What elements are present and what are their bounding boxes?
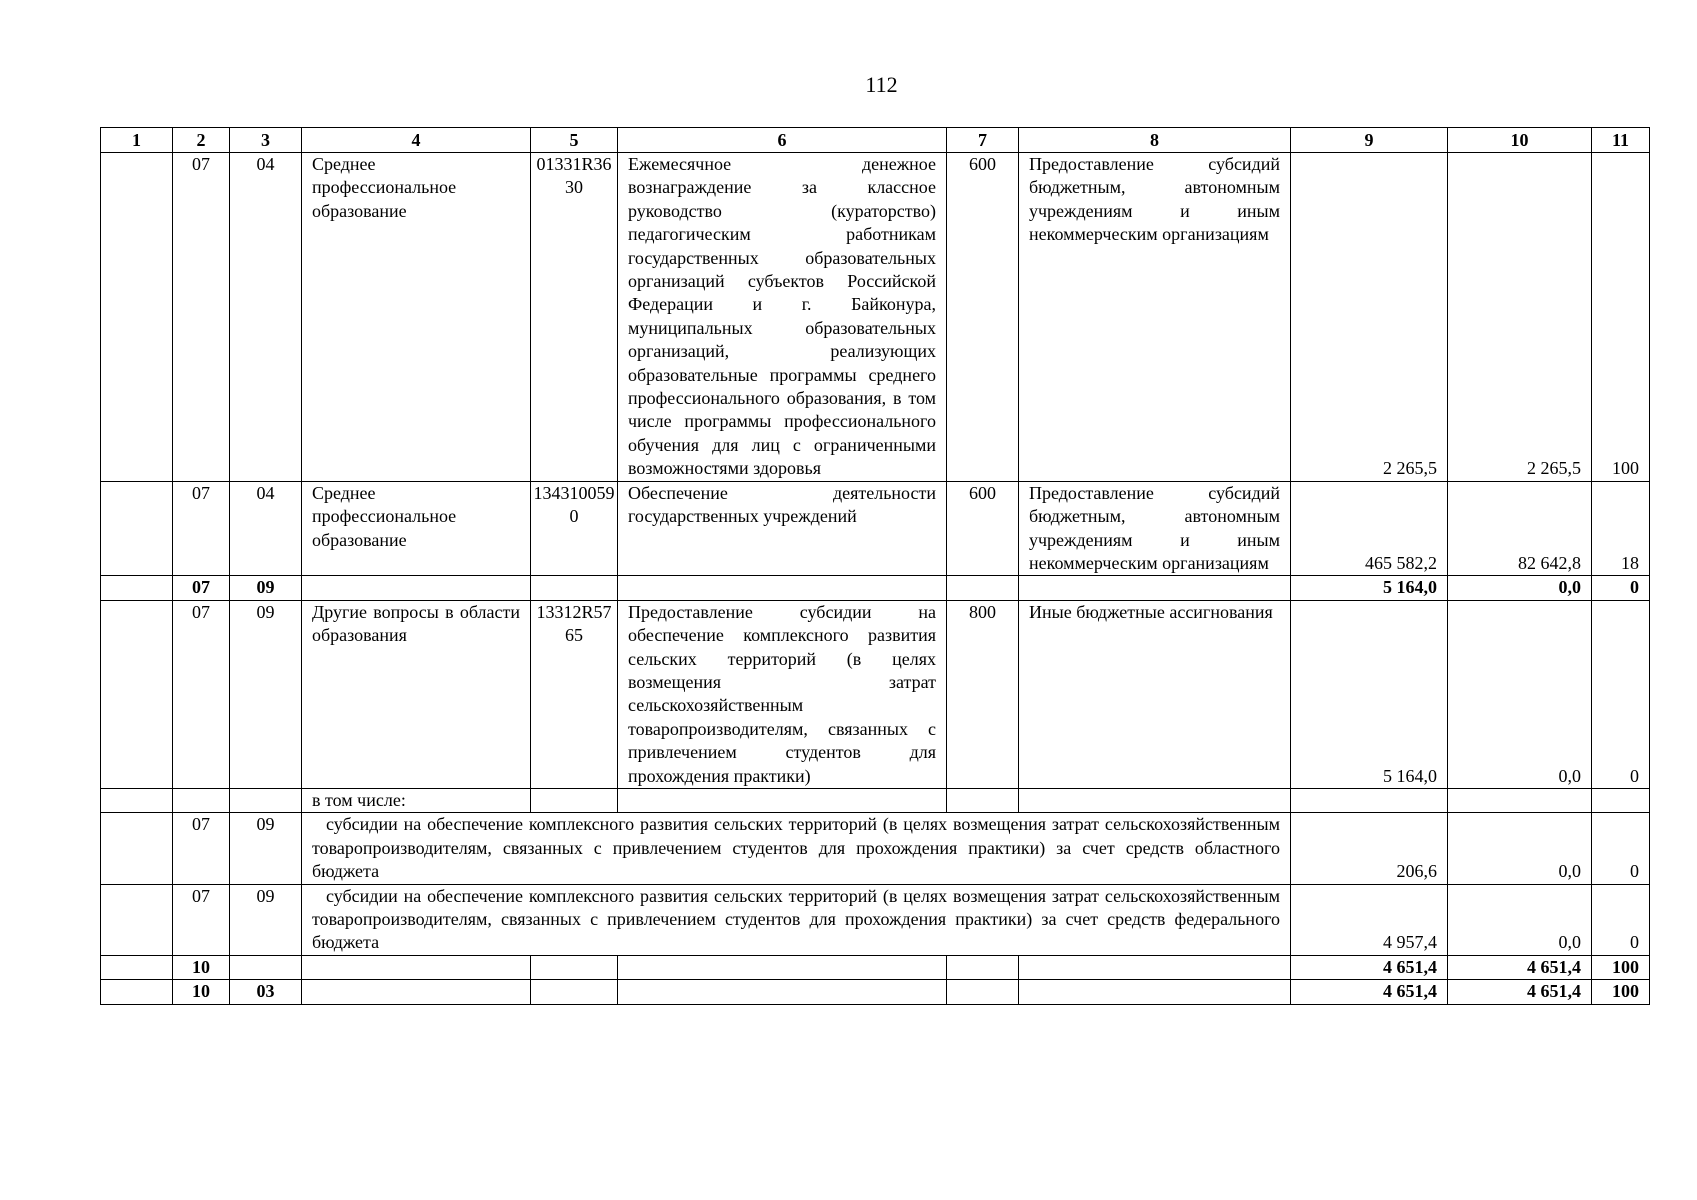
cell-section-name <box>302 576 531 600</box>
table-row <box>101 788 1650 812</box>
table-row <box>101 481 1650 576</box>
cell-merged-description: субсидии на обеспечение комплексного развития сельских территорий (в целях возмещения затрат сельскохозяйственным товаропроизводителям, связанных с привлечением студентов для прохождения практики) за счет средств федерального бюджета <box>302 884 1291 955</box>
cell-plan: 206,6 <box>1291 813 1448 884</box>
header-cell: 6 <box>618 128 947 153</box>
cell-target-code <box>531 788 618 812</box>
cell-expense-code: 800 <box>947 600 1019 788</box>
cell-target-code: 01331R3630 <box>531 153 618 482</box>
cell-col1 <box>101 788 173 812</box>
cell-section: 07 <box>173 481 230 576</box>
cell-merged-description: субсидии на обеспечение комплексного развития сельских территорий (в целях возмещения затрат сельскохозяйственным товаропроизводителям, связанных с привлечением студентов для прохождения практики) за счет средств областного бюджета <box>302 813 1291 884</box>
cell-percent: 0 <box>1592 600 1650 788</box>
cell-expense-name <box>1019 788 1291 812</box>
cell-section: 07 <box>173 813 230 884</box>
cell-plan: 5 164,0 <box>1291 600 1448 788</box>
header-cell: 8 <box>1019 128 1291 153</box>
header-cell: 11 <box>1592 128 1650 153</box>
cell-actual: 2 265,5 <box>1448 153 1592 482</box>
cell-expense-code <box>947 576 1019 600</box>
cell-actual: 4 651,4 <box>1448 955 1592 979</box>
cell-target-code <box>531 955 618 979</box>
cell-col1 <box>101 980 173 1004</box>
cell-col1 <box>101 813 173 884</box>
cell-section: 07 <box>173 153 230 482</box>
cell-plan: 4 651,4 <box>1291 980 1448 1004</box>
header-cell: 10 <box>1448 128 1592 153</box>
header-cell: 7 <box>947 128 1019 153</box>
cell-actual: 82 642,8 <box>1448 481 1592 576</box>
cell-target-code <box>531 980 618 1004</box>
header-cell: 9 <box>1291 128 1448 153</box>
header-row <box>101 128 1650 153</box>
cell-subsection: 04 <box>230 481 302 576</box>
cell-target-name <box>618 955 947 979</box>
subtotal-row <box>101 955 1650 979</box>
cell-col1 <box>101 600 173 788</box>
cell-actual: 4 651,4 <box>1448 980 1592 1004</box>
cell-expense-code: 600 <box>947 153 1019 482</box>
cell-section: 07 <box>173 600 230 788</box>
cell-subsection: 09 <box>230 813 302 884</box>
cell-actual <box>1448 788 1592 812</box>
cell-section: 07 <box>173 576 230 600</box>
table-row <box>101 600 1650 788</box>
cell-expense-code: 600 <box>947 481 1019 576</box>
cell-percent <box>1592 788 1650 812</box>
cell-subsection <box>230 955 302 979</box>
cell-percent: 18 <box>1592 481 1650 576</box>
cell-section: 07 <box>173 884 230 955</box>
page-number: 112 <box>865 72 898 97</box>
cell-plan: 2 265,5 <box>1291 153 1448 482</box>
cell-actual: 0,0 <box>1448 813 1592 884</box>
cell-section: 10 <box>173 955 230 979</box>
cell-section: 10 <box>173 980 230 1004</box>
cell-target-name: Ежемесячное денежное вознаграждение за классное руководство (кураторство) педагогическим работникам государственных образовательных организаций субъектов Российской Федерации и г. Байконура, муниципальных образовательных организаций, реализующих образовательные программы среднего профессионального образования, в том числе программы профессионального обучения для лиц с ограниченными возможностями здоровья <box>618 153 947 482</box>
cell-expense-code <box>947 955 1019 979</box>
cell-plan: 465 582,2 <box>1291 481 1448 576</box>
cell-actual: 0,0 <box>1448 576 1592 600</box>
cell-expense-code <box>947 980 1019 1004</box>
header-cell: 4 <box>302 128 531 153</box>
cell-col1 <box>101 955 173 979</box>
cell-target-name <box>618 980 947 1004</box>
subtotal-row <box>101 576 1650 600</box>
cell-percent: 0 <box>1592 884 1650 955</box>
cell-percent: 0 <box>1592 813 1650 884</box>
header-cell: 5 <box>531 128 618 153</box>
cell-percent: 100 <box>1592 153 1650 482</box>
table-row <box>101 813 1650 884</box>
cell-expense-code <box>947 788 1019 812</box>
cell-subsection <box>230 788 302 812</box>
cell-target-name: Обеспечение деятельности государственных учреждений <box>618 481 947 576</box>
cell-subsection: 04 <box>230 153 302 482</box>
cell-col1 <box>101 481 173 576</box>
cell-subsection: 09 <box>230 600 302 788</box>
cell-expense-name: Предоставление субсидий бюджетным, автономным учреждениям и иным некоммерческим организациям <box>1019 481 1291 576</box>
cell-target-code: 1343100590 <box>531 481 618 576</box>
table-row <box>101 153 1650 482</box>
cell-subsection: 09 <box>230 576 302 600</box>
cell-section-name: Среднее профессиональное образование <box>302 153 531 482</box>
cell-plan: 5 164,0 <box>1291 576 1448 600</box>
cell-expense-name: Иные бюджетные ассигнования <box>1019 600 1291 788</box>
cell-plan: 4 957,4 <box>1291 884 1448 955</box>
cell-expense-name <box>1019 955 1291 979</box>
cell-percent: 100 <box>1592 980 1650 1004</box>
cell-expense-name <box>1019 980 1291 1004</box>
cell-section-name: в том числе: <box>302 788 531 812</box>
subtotal-row <box>101 980 1650 1004</box>
cell-subsection: 03 <box>230 980 302 1004</box>
cell-percent: 0 <box>1592 576 1650 600</box>
table-row <box>101 884 1650 955</box>
cell-section-name <box>302 955 531 979</box>
cell-actual: 0,0 <box>1448 884 1592 955</box>
cell-target-code <box>531 576 618 600</box>
cell-target-name: Предоставление субсидии на обеспечение комплексного развития сельских территорий (в целях возмещения затрат сельскохозяйственным товаропроизводителям, связанных с привлечением студентов для прохождения практики) <box>618 600 947 788</box>
cell-expense-name: Предоставление субсидий бюджетным, автономным учреждениям и иным некоммерческим организациям <box>1019 153 1291 482</box>
cell-col1 <box>101 576 173 600</box>
cell-plan <box>1291 788 1448 812</box>
cell-section-name: Среднее профессиональное образование <box>302 481 531 576</box>
cell-section <box>173 788 230 812</box>
cell-col1 <box>101 153 173 482</box>
cell-plan: 4 651,4 <box>1291 955 1448 979</box>
cell-expense-name <box>1019 576 1291 600</box>
cell-actual: 0,0 <box>1448 600 1592 788</box>
cell-section-name: Другие вопросы в области образования <box>302 600 531 788</box>
cell-target-name <box>618 576 947 600</box>
header-cell: 2 <box>173 128 230 153</box>
cell-col1 <box>101 884 173 955</box>
cell-subsection: 09 <box>230 884 302 955</box>
cell-section-name <box>302 980 531 1004</box>
budget-table <box>100 127 1650 1005</box>
cell-percent: 100 <box>1592 955 1650 979</box>
cell-target-name <box>618 788 947 812</box>
header-cell: 3 <box>230 128 302 153</box>
header-cell: 1 <box>101 128 173 153</box>
cell-target-code: 13312R5765 <box>531 600 618 788</box>
